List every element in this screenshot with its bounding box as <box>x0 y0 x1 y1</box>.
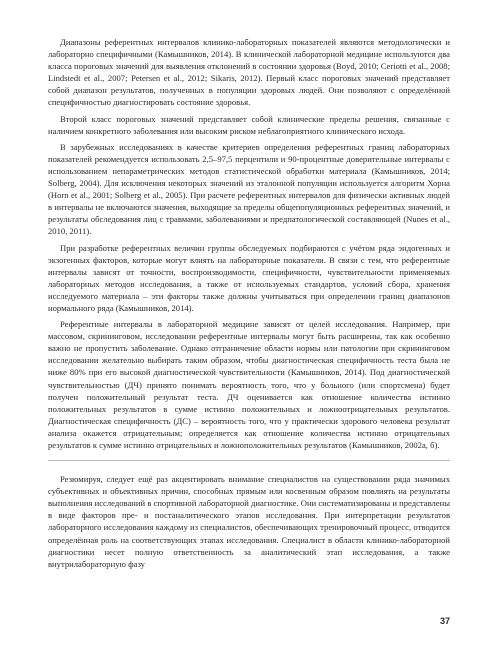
paragraph-sensitivity-specificity: Референтные интервалы в лабораторной медицине зависят от целей исследования. Например, при массовом, скрининговом, исследовании референтные интервалы могут быть расширены, так как особенно важно не пропустить заболевание. Однако отграничение области нормы или патологии при скрининговом исследовании желательно выбирать таким образом, чтобы диагностическая специфичность теста была не ниже 80% при его высокой диагностической чувствительности (Камышников, 2014). Под диагностической чувствительностью (ДЧ) принято понимать вероятность того, что у больного (или спортсмена) будет получен положительный результат теста. ДЧ оценивается как отношение количества истинно положительных результатов в сумме истинно положительных и ложноотрицательных результатов. Диагностическая специфичность (ДС) – вероятность того, что у практически здорового человека результат анализа окажется отрицательным; определяется как отношение количества истинно отрицательных результатов к сумме истинно отрицательных и ложноположительных результатов (Камышников, 2002а, б). <box>48 319 450 450</box>
paragraph-summary: Резюмируя, следует ещё раз акцентировать внимание специалистов на существовании ряда значимых субъективных и объективных причин, способных прямым или косвенным образом повлиять на результаты выполнения исследований в спортивной лабораторной диагностике. Они систематизированы и представлены в виде факторов пре- и постаналитического этапов исследования. При интерпретации результатов лабораторного исследования каждому из специалистов, обеспечивающих тренировочный процесс, отводится определённая роль на соответствующих этапах исследования. Специалист в области клинико-лабораторной диагностики несет полную ответственность за аналитический этап исследования, а также внутрилабораторную фазу <box>48 474 450 569</box>
paragraph-second-class-thresholds: Второй класс пороговых значений представляет собой клинические пределы решения, связанные с наличием конкретного заболевания или высоким риском неблагоприятного клинического исхода. <box>48 113 450 136</box>
paragraph-reference-groups-factors: При разработке референтных величин группы обследуемых подбираются с учётом ряда эндогенных и экзогенных факторов, которые могут влиять на лабораторные показатели. В связи с тем, что референтные интервалы зависят от точности, воспроизводимости, специфичности, чувствительности применяемых лабораторных методов исследования, а также от используемых стандартов, условий сбора, хранения исследуемого материала – эти факторы также должны учитываться при определении границ диапазонов нормального ряда (Камышников, 2014). <box>48 242 450 313</box>
page-body <box>48 36 450 574</box>
paragraph-foreign-studies-percentiles: В зарубежных исследованиях в качестве критериев определения референтных границ лабораторных показателей рекомендуется использовать 2,5–97,5 перцентили и 90-процентные доверительные интервалы с использованием непараметрических методов статистической обработки материала (Камышников, 2014; Solberg, 2004). Для исключения некоторых значений из эталонной популяции используется алгоритм Хорна (Horn et al., 2001; Solberg et al., 2005). При расчете референтных интервалов для физически активных людей в интервалы не включаются значения, выходящие за пределы общепопуляционных референтных значений, и результаты обследования лиц с травмами, заболеваниями и предпатологической составляющей (Nunes et al., 2010, 2011). <box>48 141 450 237</box>
page-number: 37 <box>439 616 450 626</box>
section-divider <box>48 460 450 461</box>
paragraph-reference-intervals-intro: Диапазоны референтных интервалов клинико-лабораторных показателей являются методологически и лабораторно специфичными (Камышников, 2014). В клинической лабораторной медицине используются два класса пороговых значений для выявления отклонений в состоянии здоровья (Boyd, 2010; Ceriotti et al., 2008; Lindstedt et al., 2007; Petersen et al., 2012; Sikaris, 2012). Первый класс пороговых значений представляет собой диапазон результатов, полученных в популяции здоровых людей. Они позволяют с определённой специфичностью диагностировать состояние здоровья. <box>48 37 450 108</box>
